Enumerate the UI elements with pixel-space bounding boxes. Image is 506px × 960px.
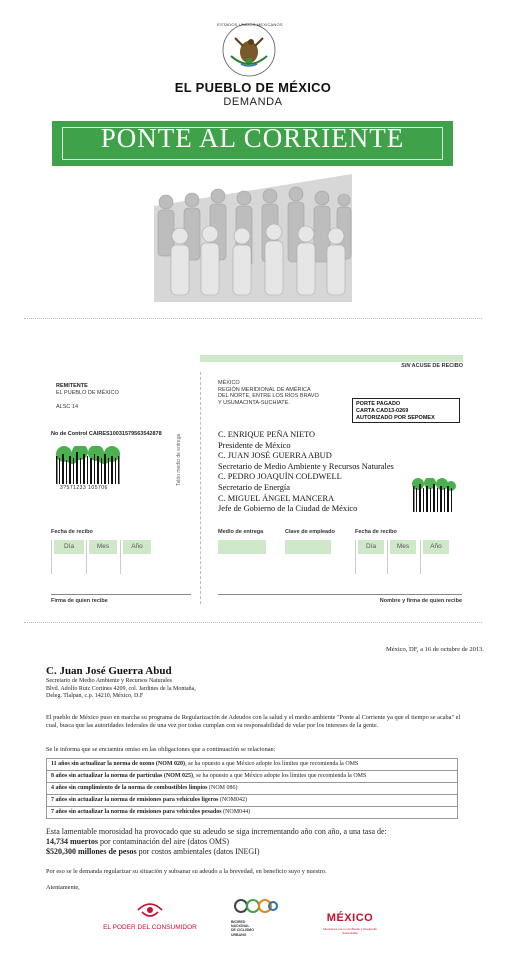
field-divider [51, 540, 52, 574]
addressee-block [218, 430, 398, 515]
addressee-line: C. ENRIQUE PEÑA NIETO [218, 430, 316, 439]
right-month-field[interactable]: Mes [390, 540, 416, 554]
table-row: 8 años sin actualizar la norma de partículas (NOM 025), se ha opuesto a que México adopte los límites que recomienda la OMS [46, 771, 458, 783]
recipient-name: C. Juan José Guerra Abud [46, 665, 172, 677]
receipt-bar [200, 355, 463, 362]
origin-block: MÉXICO REGIÓN MERIDIONAL DE AMÉRICA DEL NORTE, ENTRE LOS RÍOS BRAVO Y USUMACINTA-SUCHIATE. [218, 380, 319, 406]
field-divider [420, 540, 421, 574]
sender-name: EL PUEBLO DE MÉXICO [56, 390, 119, 396]
sender-code: ALSC 14 [56, 404, 79, 410]
mexican-coat-of-arms-icon [221, 22, 277, 78]
addressee-line: C. PEDRO JOAQUÍN COLDWELL [218, 472, 342, 482]
closing-paragraph: Por eso se le demanda regularizar su situación y subsanar su adeudo a la brevedad, en beneficio suyo y nuestro. [46, 868, 327, 875]
field-divider [120, 540, 121, 574]
employee-field[interactable] [285, 540, 331, 554]
left-signature-label: Firma de quien recibe [51, 598, 108, 604]
control-number: No de Control CAIRES10031579563542878 [51, 431, 162, 437]
cut-line [24, 622, 482, 623]
addressee-line: Presidente de México [218, 440, 291, 450]
intro-paragraph: El pueblo de México puso en marcha su programa de Regularización de Adeudos con la salud y el medio ambiente "Ponte al Corriente ya que el tiempo se acaba" el cual, busca que las autoridades federales de una vez por todas cumplan con su responsabilidad de velar por los intereses de la gente. [46, 714, 461, 729]
mexico-organization-logo: MÉXICO Mexicanos por un Ambiente y Desarrollo Sustentable [323, 912, 377, 935]
vertical-talon-label: Talón medio de entrega [176, 433, 182, 486]
omission-paragraph: Se le informa que se encuentra omiso en las obligaciones que a continuación se relacionan: [46, 746, 276, 753]
header-title: EL PUEBLO DE MÉXICO [174, 80, 332, 95]
letter-date: México, DF, a 16 de octubre de 2013. [385, 646, 484, 653]
el-poder-del-consumidor-logo: EL PODER DEL CONSUMIDOR [100, 900, 200, 936]
postage-box: PORTE PAGADO CARTA CAD13-0269 AUTORIZADO POR SEPOMEX [352, 398, 460, 423]
left-signature-line [51, 594, 191, 595]
right-signature-label: Nombre y firma de quien recibe [379, 598, 462, 604]
banner-title: PONTE AL CORRIENTE [100, 123, 405, 153]
field-divider [355, 540, 356, 574]
right-signature-line [218, 594, 462, 595]
addressee-line: Secretario de Medio Ambiente y Recursos Naturales [218, 461, 394, 471]
addressee-line: C. MIGUEL ÁNGEL MANCERA [218, 493, 335, 503]
barcode-tree-small-icon [408, 478, 458, 516]
delivery-field[interactable] [218, 540, 266, 554]
left-date-label: Fecha de recibo [51, 529, 93, 535]
signoff: Atentamente, [46, 884, 80, 891]
perforation-line [200, 372, 201, 604]
table-row: 7 años sin actualizar la norma de emisiones para vehículos pesados (NOM044) [46, 807, 458, 819]
crowd-illustration [144, 166, 362, 302]
table-row: 7 años sin actualizar la norma de emisiones para vehículos ligeros (NOM042) [46, 795, 458, 807]
eye-icon [136, 900, 164, 920]
left-month-field[interactable]: Mes [89, 540, 117, 554]
bicired-logo: BICIRED NACIONAL DE CICLISMO URBANO [231, 894, 281, 942]
addressee-line: Jefe de Gobierno de la Ciudad de México [218, 504, 358, 514]
field-divider [387, 540, 388, 574]
employee-label: Clave de empleado [285, 529, 335, 535]
table-row: 4 años sin cumplimiento de la norma de combustibles limpios (NOM 086) [46, 783, 458, 795]
right-year-field[interactable]: Año [423, 540, 449, 554]
sin-acuse-label: SIN ACUSE DE RECIBO [401, 363, 463, 369]
addressee-line: Secretario de Energía [218, 482, 290, 492]
right-day-field[interactable]: Día [358, 540, 384, 554]
right-date-label: Fecha de recibo [355, 529, 397, 535]
seal-caption: ESTADOS UNIDOS MEXICANOS [217, 22, 283, 27]
left-day-field[interactable]: Día [54, 540, 84, 554]
header-subtitle: DEMANDA [223, 96, 283, 108]
cut-line [24, 318, 482, 319]
recipient-address: Secretario de Medio Ambiente y Recursos Naturales Blvd. Adolfo Ruiz Cortines 4209, col. Jardines de la Montaña, Deleg. Tlalpan, c.p. 14210, México, D.F [46, 678, 196, 700]
field-divider [86, 540, 87, 574]
left-year-field[interactable]: Año [123, 540, 151, 554]
ponte-al-corriente-banner [52, 121, 453, 166]
barcode-number: 3?571233 105706 [60, 485, 108, 491]
addressee-line: C. JUAN JOSÉ GUERRA ABUD [218, 451, 332, 461]
bike-chain-icon [233, 894, 279, 918]
morosidad-block: Esta lamentable morosidad ha provocado que su adeudo se siga incrementando año con año, a una tasa de: 14,734 muertos por contaminación del aire (datos OMS) $520,300 millones de pesos por costos ambientales (datos INEGI) [46, 827, 387, 856]
delivery-label: Medio de entrega [218, 529, 264, 535]
table-row: 11 años sin actualizar la norma de ozono (NOM 020), se ha opuesto a que México adopte los límites que recomienda la OMS [46, 759, 458, 771]
sender-label: REMITENTE [56, 383, 88, 389]
norms-table [46, 758, 458, 819]
